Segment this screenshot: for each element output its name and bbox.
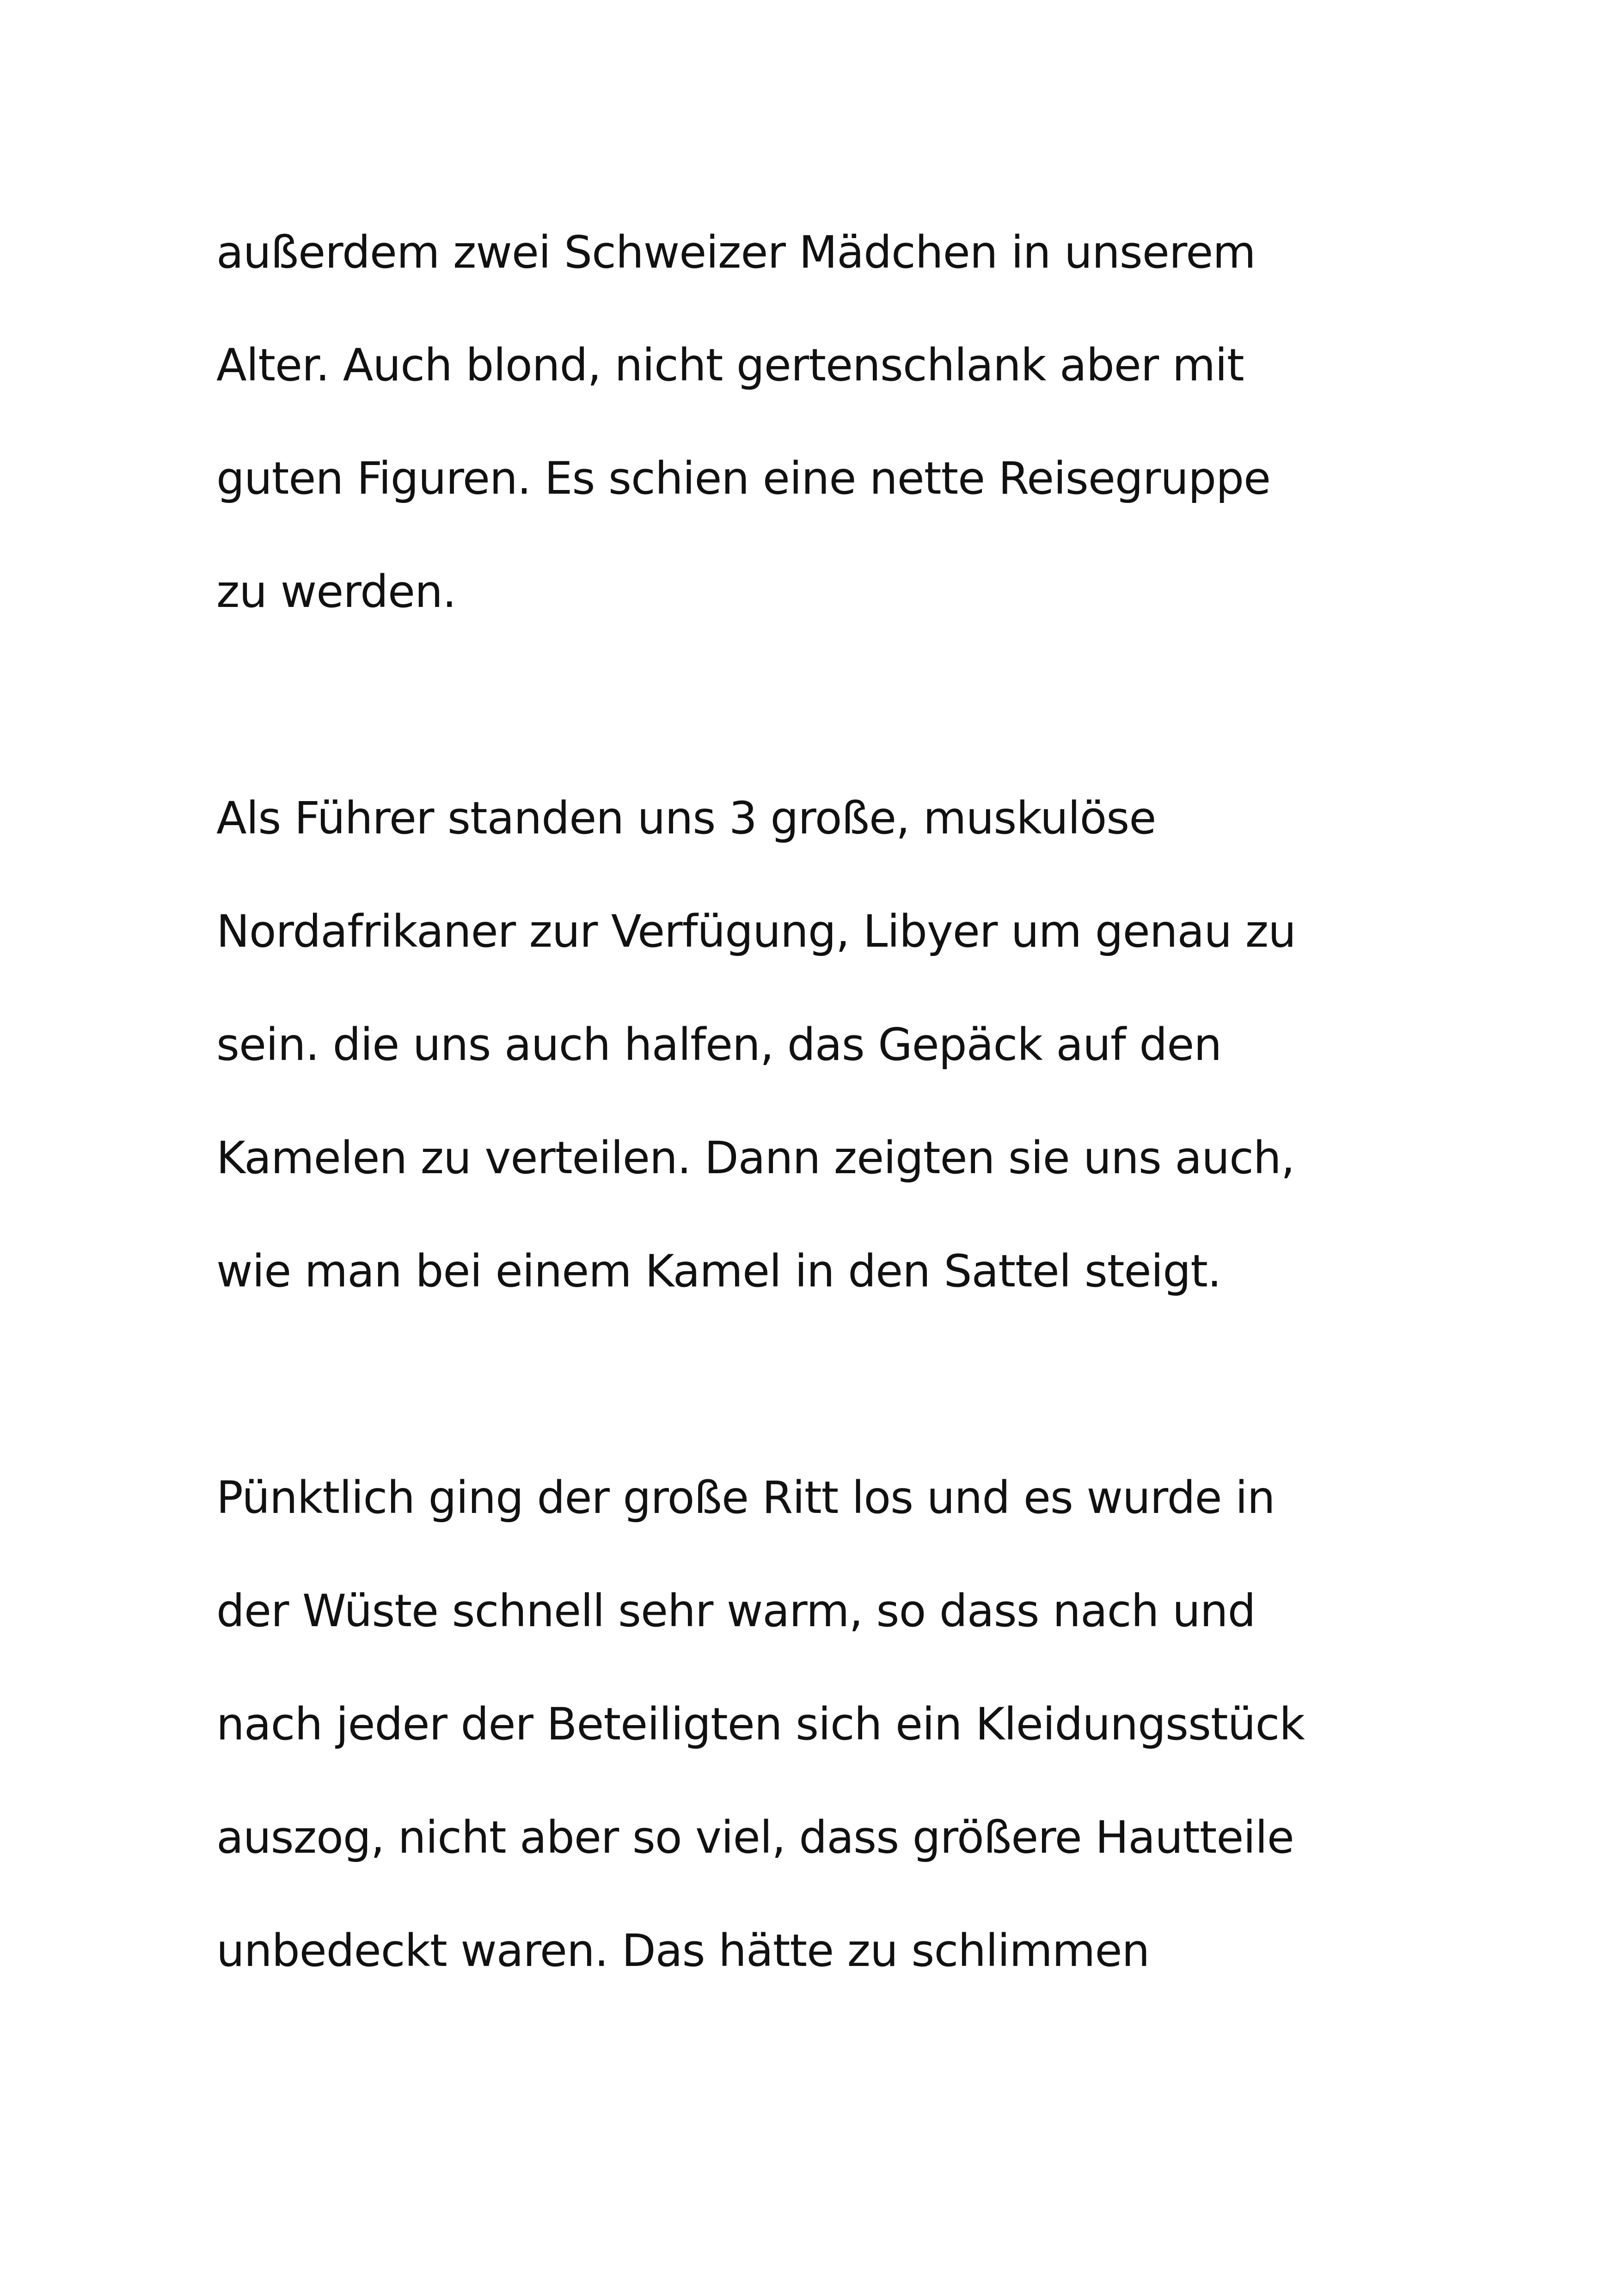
text-line: Pünktlich ging der große Ritt los und es wurde in [216, 1472, 1275, 1524]
text-line: außerdem zwei Schweizer Mädchen in unserem [216, 227, 1256, 278]
text-line: unbedeckt waren. Das hätte zu schlimmen [216, 1925, 1150, 1977]
text-line: sein. die uns auch halfen, das Gepäck auf den [216, 1019, 1222, 1071]
text-line: nach jeder der Beteiligten sich ein Kleidungsstück [216, 1698, 1305, 1750]
text-line: guten Figuren. Es schien eine nette Reisegruppe [216, 453, 1271, 504]
text-line: Nordafrikaner zur Verfügung, Libyer um genau zu [216, 906, 1296, 957]
text-line: Als Führer standen uns 3 große, muskulöse [216, 792, 1156, 844]
text-line: auszog, nicht aber so viel, dass größere Hautteile [216, 1812, 1294, 1863]
text-line: zu werden. [216, 566, 456, 618]
text-line: Kamelen zu verteilen. Dann zeigten sie uns auch, [216, 1132, 1295, 1184]
text-line: wie man bei einem Kamel in den Sattel steigt. [216, 1245, 1221, 1297]
text-line: Alter. Auch blond, nicht gertenschlank aber mit [216, 339, 1244, 391]
text-line: der Wüste schnell sehr warm, so dass nach und [216, 1585, 1256, 1637]
